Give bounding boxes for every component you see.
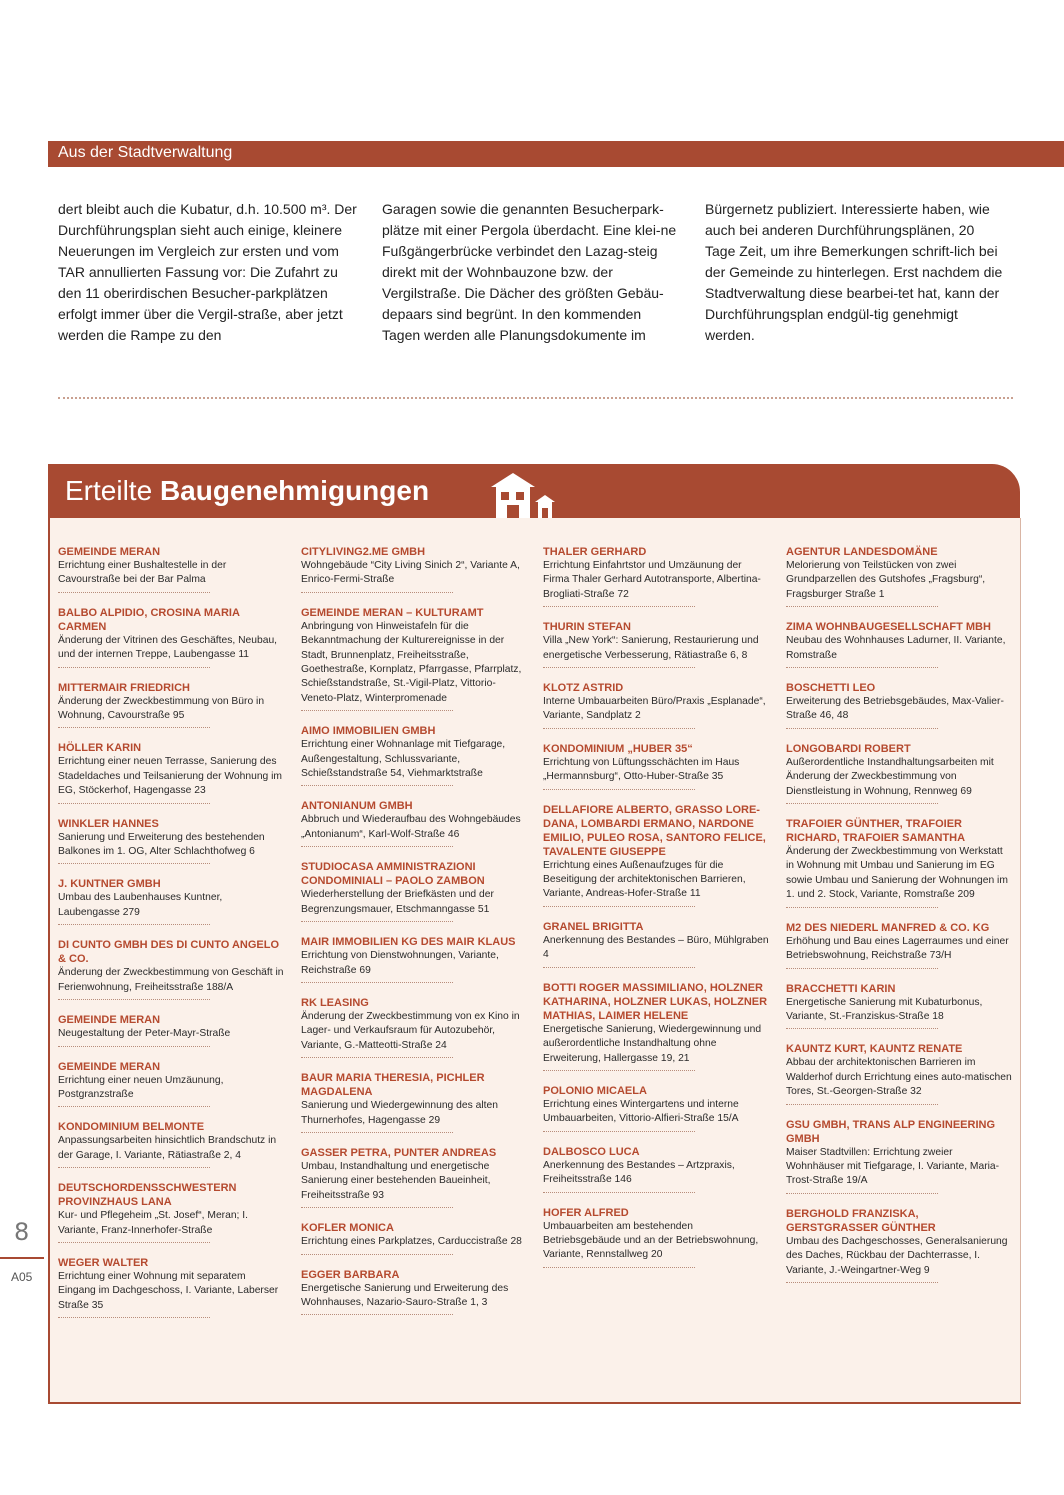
permit-entry — [543, 620, 769, 668]
permit-description: Neubau des Wohnhauses Ladurner, II. Variante, Romstraße — [786, 635, 1006, 661]
entry-divider — [786, 1193, 938, 1194]
permit-description: Erweiterung des Betriebsgebäudes, Max-Valier-Straße 46, 48 — [786, 696, 1004, 722]
permit-description: Interne Umbauarbeiten Büro/Praxis „Esplanade“, Variante, Sandplatz 2 — [543, 696, 766, 722]
entry-divider — [58, 999, 210, 1000]
permit-entry — [58, 681, 284, 729]
permit-description: Anbringung von Hinweistafeln für die Bekanntmachung der Kulturereignisse in der Stadt, Brunnenplatz, Freiheitsstraße, Goethestraße, Kornplatz, Pfarrgasse, Pfarrplatz, Schießstandstraße, St.-Vigil-Platz, Vittorio-Veneto-Platz, Winterpromenade — [301, 620, 522, 704]
permit-entry — [543, 545, 769, 607]
permit-description: Änderung der Vitrinen des Geschäftes, Neubau, und der internen Treppe, Laubengasse 11 — [58, 634, 278, 661]
permit-applicant: BOSCHETTI LEO — [786, 682, 876, 695]
permit-applicant: GEMEINDE MERAN — [58, 1060, 161, 1073]
permit-applicant: HÖLLER KARIN — [58, 742, 142, 755]
entry-divider — [786, 968, 938, 969]
entry-divider — [786, 667, 938, 668]
permit-description: Errichtung einer neuen Terrasse, Sanierung des Stadeldaches und Teilsanierung der Wohnung im EG, Stöckerhof, Hagengasse 23 — [58, 756, 283, 797]
permit-description: Erhöhung und Bau eines Lagerraumes und einer Betriebswohnung, Reichstraße 73/H — [786, 935, 1009, 962]
permit-applicant: WEGER WALTER — [58, 1256, 149, 1269]
permit-entry — [786, 545, 1012, 607]
entry-divider — [301, 592, 453, 593]
permit-applicant: GRANEL BRIGITTA — [543, 920, 644, 933]
entry-divider — [301, 1057, 453, 1058]
permit-entry — [58, 606, 284, 668]
permit-entry — [301, 724, 527, 786]
permit-applicant: BERGHOLD FRANZISKA, GERSTGRASSER GÜNTHER — [786, 1207, 936, 1234]
permit-description: Melorierung von Teilstücken von zwei Grundparzellen des Gutshofes „Fragsburg“, Fragsburger Straße 1 — [786, 560, 986, 600]
page-marker-line — [0, 1257, 44, 1259]
permit-entry — [786, 921, 1012, 969]
permits-title-bold: Baugenehmigungen — [159, 475, 430, 506]
permit-entry — [58, 877, 284, 925]
permit-description: Energetische Sanierung, Wiedergewinnung und außerordentliche Instandhaltung ohne Erweiterung, Hallergasse 19, 21 — [543, 1023, 762, 1064]
permit-entry — [543, 1206, 769, 1268]
permit-applicant: GSU GMBH, TRANS ALP ENGINEERING GMBH — [786, 1118, 996, 1145]
entry-divider — [301, 710, 453, 711]
permit-applicant: THALER GERHARD — [543, 546, 647, 558]
entry-divider — [58, 863, 210, 864]
permit-description: Kur- und Pflegeheim „St. Josef“, Meran; I. Variante, Franz-Innerhofer-Straße — [58, 1210, 248, 1236]
permit-description: Errichtung Einfahrtstor und Umzäunung der Firma Thaler Gerhard Autotransporte, Albertina-Brogliati-Straße 72 — [543, 560, 761, 600]
intro-column-2: Garagen sowie die genannten Besucherpark-plätze mit einer Pergola überdacht. Eine klei-ne Fußgängerbrücke verbindet den Lazag-steig direkt mit der Wohnbauzone bzw. der Vergilstraße. Die Dächer des größten Gebäu-depaars sind begrünt. In den kommenden Tagen werden alle Planungsdokumente im — [382, 201, 677, 343]
permit-description: Änderung der Zweckbestimmung von Büro in Wohnung, Cavourstraße 95 — [58, 695, 265, 722]
permit-description: Errichtung eines Außenaufzuges für die Beseitigung der architektonischen Barrieren, Variante, Andreas-Hofer-Straße 11 — [543, 859, 746, 900]
permits-panel-header — [48, 464, 1020, 518]
permit-description: Umbau, Instandhaltung und energetische Sanierung einer bestehenden Baueinheit, Freiheitsstraße 93 — [301, 1160, 491, 1201]
entry-divider — [543, 1131, 695, 1132]
permit-description: Anerkennung des Bestandes – Büro, Mühlgraben 4 — [543, 934, 769, 961]
permit-applicant: KONDOMINIUM „HUBER 35“ — [543, 742, 693, 755]
permit-description: Änderung der Zweckbestimmung von ex Kino in Lager- und Verkaufsraum für Autozubehör, Variante, G.-Matteotti-Straße 24 — [301, 1010, 520, 1051]
permit-description: Sanierung und Erweiterung des bestehenden Balkones im 1. OG, Alter Schlachthofweg 6 — [58, 831, 265, 858]
permit-applicant: THURIN STEFAN — [543, 621, 631, 634]
permit-entry — [58, 741, 284, 803]
permit-applicant: KOFLER MONICA — [301, 1222, 394, 1235]
entry-divider — [786, 728, 938, 729]
permit-entry — [543, 742, 769, 790]
permit-entry — [58, 1013, 284, 1046]
permit-entry — [301, 1268, 527, 1316]
permit-applicant: RK LEASING — [301, 996, 369, 1009]
permit-entry — [301, 1071, 527, 1133]
permit-applicant: POLONIO MICAELA — [543, 1084, 647, 1097]
permit-entry — [786, 1118, 1012, 1194]
entry-divider — [543, 606, 695, 607]
intro-column-1: dert bleibt auch die Kubatur, d.h. 10.500 m³. Der Durchführungsplan sieht auch einige, kleinere Neuerungen im Vergleich zur ersten und vom TAR annullierten Fassung vor: Die Zufahrt zu den 11 oberirdischen Besucher-parkplätzen erfolgt immer über die Vergil-straße, aber jetzt werden die Rampe zu den — [58, 201, 357, 343]
permit-applicant: MITTERMAIR FRIEDRICH — [58, 681, 190, 694]
permit-description: Änderung der Zweckbestimmung von Geschäft in Ferienwohnung, Freiheitsstraße 188/A — [58, 967, 284, 993]
house-icon — [489, 469, 569, 521]
permit-entry — [301, 935, 527, 983]
permit-applicant: KLOTZ ASTRID — [543, 682, 624, 695]
entry-divider — [786, 606, 938, 607]
permit-entry — [543, 981, 769, 1071]
permit-applicant: DELLAFIORE ALBERTO, GRASSO LORE-DANA, LOMBARDI ERMANO, NARDONE EMILIO, PULEO ROSA, SANTORO FELICE, TAVALENTE GIUSEPPE — [543, 803, 766, 858]
permit-description: Errichtung von Dienstwohnungen, Variante, Reichstraße 69 — [301, 950, 499, 976]
permit-applicant: MAIR IMMOBILIEN KG DES MAIR KLAUS — [301, 936, 516, 949]
entry-divider — [543, 1070, 695, 1071]
permit-description: Sanierung und Wiedergewinnung des alten Thurnerhofes, Hagengasse 29 — [301, 1100, 498, 1126]
permit-description: Umbau des Laubenhauses Kuntner, Laubengasse 279 — [58, 892, 223, 918]
permit-entry — [58, 817, 284, 865]
permit-applicant: J. KUNTNER GMBH — [58, 878, 161, 891]
permits-column-3 — [543, 545, 769, 1281]
permit-description: Errichtung eines Wintergartens und interne Umbauarbeiten, Vittorio-Alfieri-Straße 15/A — [543, 1098, 739, 1125]
entry-divider — [301, 1314, 453, 1315]
entry-divider — [58, 727, 210, 728]
permit-entry — [786, 620, 1012, 668]
permit-entry — [543, 920, 769, 968]
entry-divider — [301, 1132, 453, 1133]
permit-applicant: BALBO ALPIDIO, CROSINA MARIA CARMEN — [58, 606, 240, 633]
permit-applicant: HOFER ALFRED — [543, 1206, 629, 1219]
permit-description: Errichtung einer neuen Umzäunung, Postgranzstraße — [58, 1074, 224, 1100]
entry-divider — [786, 907, 938, 908]
entry-divider — [58, 924, 210, 925]
permit-entry — [786, 817, 1012, 908]
permit-applicant: GEMEINDE MERAN — [58, 546, 161, 558]
permit-applicant: KAUNTZ KURT, KAUNTZ RENATE — [786, 1043, 963, 1056]
permit-applicant: M2 DES NIEDERL MANFRED & CO. KG — [786, 921, 990, 934]
entry-divider — [58, 1106, 210, 1107]
entry-divider — [58, 1167, 210, 1168]
permit-description: Wiederherstellung der Briefkästen und der Begrenzungsmauer, Etschmanngasse 51 — [301, 889, 494, 915]
entry-divider — [786, 1028, 938, 1029]
permit-description: Errichtung einer Bushaltestelle in der Cavourstraße bei der Bar Palma — [58, 560, 227, 586]
dotted-divider — [58, 397, 1013, 399]
entry-divider — [301, 846, 453, 847]
entry-divider — [301, 1207, 453, 1208]
entry-divider — [543, 1192, 695, 1193]
permit-applicant: DALBOSCO LUCA — [543, 1145, 640, 1158]
entry-divider — [786, 803, 938, 804]
permit-applicant: TRAFOIER GÜNTHER, TRAFOIER RICHARD, TRAFOIER SAMANTHA — [786, 818, 966, 845]
permits-column-1 — [58, 545, 284, 1331]
permit-applicant: ZIMA WOHNBAUGESELLSCHAFT MBH — [786, 621, 991, 634]
entry-divider — [543, 789, 695, 790]
permit-entry — [301, 799, 527, 847]
entry-divider — [543, 967, 695, 968]
entry-divider — [543, 1267, 695, 1268]
entry-divider — [543, 906, 695, 907]
section-header-bar — [48, 141, 1064, 167]
entry-divider — [786, 1104, 938, 1105]
permit-description: Maiser Stadtvillen: Errichtung zweier Wohnhäuser mit Tiefgarage, I. Variante, Maria-Trost-Straße 19/A — [786, 1146, 1000, 1187]
permit-applicant: LONGOBARDI ROBERT — [786, 742, 911, 755]
permit-entry — [58, 938, 284, 1000]
permit-description: Anpassungsarbeiten hinsichtlich Brandschutz in der Garage, I. Variante, Rätiastraße 2, 4 — [58, 1135, 277, 1161]
permit-description: Abbau der architektonischen Barrieren im Walderhof durch Errichtung eines auto-matischen Tores, St.-Georgen-Straße 32 — [786, 1057, 1012, 1098]
entry-divider — [543, 667, 695, 668]
permit-entry — [301, 860, 527, 922]
entry-divider — [301, 921, 453, 922]
permit-description: Wohngebäude “City Living Sinich 2“, Variante A, Enrico-Fermi-Straße — [301, 560, 520, 586]
permit-applicant: GEMEINDE MERAN — [58, 1014, 161, 1027]
permit-entry — [301, 545, 527, 593]
permit-entry — [543, 1145, 769, 1193]
permit-applicant: GASSER PETRA, PUNTER ANDREAS — [301, 1146, 497, 1159]
permit-applicant: CITYLIVING2.ME GMBH — [301, 546, 426, 558]
permit-description: Errichtung von Lüftungsschächten im Haus „Hermannsburg“, Otto-Huber-Straße 35 — [543, 756, 740, 783]
entry-divider — [301, 982, 453, 983]
permit-entry — [301, 996, 527, 1058]
entry-divider — [58, 803, 210, 804]
permit-entry — [543, 681, 769, 729]
permit-entry — [786, 1042, 1012, 1104]
permits-column-2 — [301, 545, 527, 1328]
permit-applicant: WINKLER HANNES — [58, 817, 159, 830]
permit-description: Errichtung einer Wohnung mit separatem Eingang im Dachgeschoss, I. Variante, Laberser Straße 35 — [58, 1270, 279, 1311]
permit-entry — [543, 803, 769, 907]
permit-entry — [58, 1060, 284, 1108]
permit-description: Villa „New York“: Sanierung, Restaurierung und energetische Verbesserung, Rätiastraße 6, 8 — [543, 635, 759, 661]
entry-divider — [786, 1282, 938, 1283]
permits-title-light: Erteilte — [65, 475, 153, 506]
intro-column-3: Bürgernetz publiziert. Interessierte haben, wie auch bei anderen Durchführungsplänen, 20 Tage Zeit, um ihre Bemerkungen schrift-lich bei der Gemeinde zu hinterlegen. Erst nachdem die Stadtverwaltung diese bearbei-tet hat, kann der Durchführungsplan endgül-tig genehmigt werden. — [705, 201, 1003, 343]
permit-description: Energetische Sanierung mit Kubaturbonus, Variante, St.-Franziskus-Straße 18 — [786, 996, 983, 1022]
permit-entry — [58, 1181, 284, 1243]
permit-description: Umbauarbeiten am bestehenden Betriebsgebäude und an der Betriebswohnung, Variante, Rennstallweg 20 — [543, 1220, 759, 1261]
permit-description: Abbruch und Wiederaufbau des Wohngebäudes „Antonianum“, Karl-Wolf-Straße 46 — [301, 814, 521, 840]
page-number: 8 — [14, 1218, 30, 1246]
entry-divider — [543, 728, 695, 729]
permit-entry — [58, 1256, 284, 1318]
permit-description: Umbau des Dachgeschosses, Generalsanierung des Daches, Rückbau der Dachterrasse, I. Variante, J.-Weingartner-Weg 9 — [786, 1235, 1008, 1276]
permit-applicant: GEMEINDE MERAN – KULTURAMT — [301, 606, 484, 619]
permit-description: Errichtung einer Wohnanlage mit Tiefgarage, Außengestaltung, Schlussvariante, Schießstandstraße 54, Viehmarktstraße — [301, 739, 506, 780]
permit-applicant: BRACCHETTI KARIN — [786, 982, 896, 995]
permit-applicant: KONDOMINIUM BELMONTE — [58, 1121, 205, 1134]
permit-entry — [301, 606, 527, 711]
entry-divider — [58, 667, 210, 668]
permit-applicant: AIMO IMMOBILIEN GMBH — [301, 725, 436, 738]
permit-description: Außerordentliche Instandhaltungsarbeiten mit Änderung der Zweckbestimmung von Dienstleistung in Wohnung, Rennweg 69 — [786, 756, 994, 797]
permit-description: Neugestaltung der Peter-Mayr-Straße — [58, 1028, 231, 1040]
permits-column-4 — [786, 545, 1012, 1296]
permit-entry — [301, 1221, 527, 1254]
permit-applicant: BAUR MARIA THERESIA, PICHLER MAGDALENA — [301, 1072, 485, 1099]
permit-applicant: STUDIOCASA AMMINISTRAZIONI CONDOMINIALI – PAOLO ZAMBON — [301, 861, 485, 888]
permit-applicant: EGGER BARBARA — [301, 1268, 400, 1281]
page-code: A05 — [11, 1270, 33, 1284]
permit-description: Errichtung eines Parkplatzes, Carduccistraße 28 — [301, 1236, 522, 1248]
permit-entry — [58, 545, 284, 593]
permit-entry — [543, 1084, 769, 1132]
permit-applicant: ANTONIANUM GMBH — [301, 800, 413, 813]
entry-divider — [301, 785, 453, 786]
permit-applicant: BOTTI ROGER MASSIMILIANO, HOLZNER KATHARINA, HOLZNER LUKAS, HOLZNER MATHIAS, LAIMER HELENE — [543, 981, 768, 1022]
section-title: Aus der Stadtverwaltung — [58, 144, 233, 161]
permits-title — [65, 475, 429, 507]
entry-divider — [58, 1242, 210, 1243]
entry-divider — [301, 1254, 453, 1255]
permit-entry — [58, 1120, 284, 1168]
permit-entry — [301, 1146, 527, 1208]
permit-description: Änderung der Zweckbestimmung von Werkstatt in Wohnung mit Umbau und Sanierung im EG sowie Umbau und Sanierung der Wohnungen im 1. und 2. Stock, Variante, Romstraße 209 — [786, 846, 1008, 901]
permit-entry — [786, 742, 1012, 804]
permit-applicant: DI CUNTO GMBH DES DI CUNTO ANGELO & CO. — [58, 939, 280, 966]
entry-divider — [58, 592, 210, 593]
permit-entry — [786, 1207, 1012, 1283]
permit-description: Energetische Sanierung und Erweiterung des Wohnhauses, Nazario-Sauro-Straße 1, 3 — [301, 1282, 509, 1308]
permit-entry — [786, 982, 1012, 1030]
entry-divider — [58, 1046, 210, 1047]
entry-divider — [58, 1317, 210, 1318]
permit-entry — [786, 681, 1012, 729]
permit-description: Anerkennung des Bestandes – Artzpraxis, Freiheitsstraße 146 — [543, 1159, 735, 1186]
permit-applicant: DEUTSCHORDENSSCHWESTERN PROVINZHAUS LANA — [58, 1182, 237, 1209]
permit-applicant: AGENTUR LANDESDOMÄNE — [786, 546, 938, 558]
